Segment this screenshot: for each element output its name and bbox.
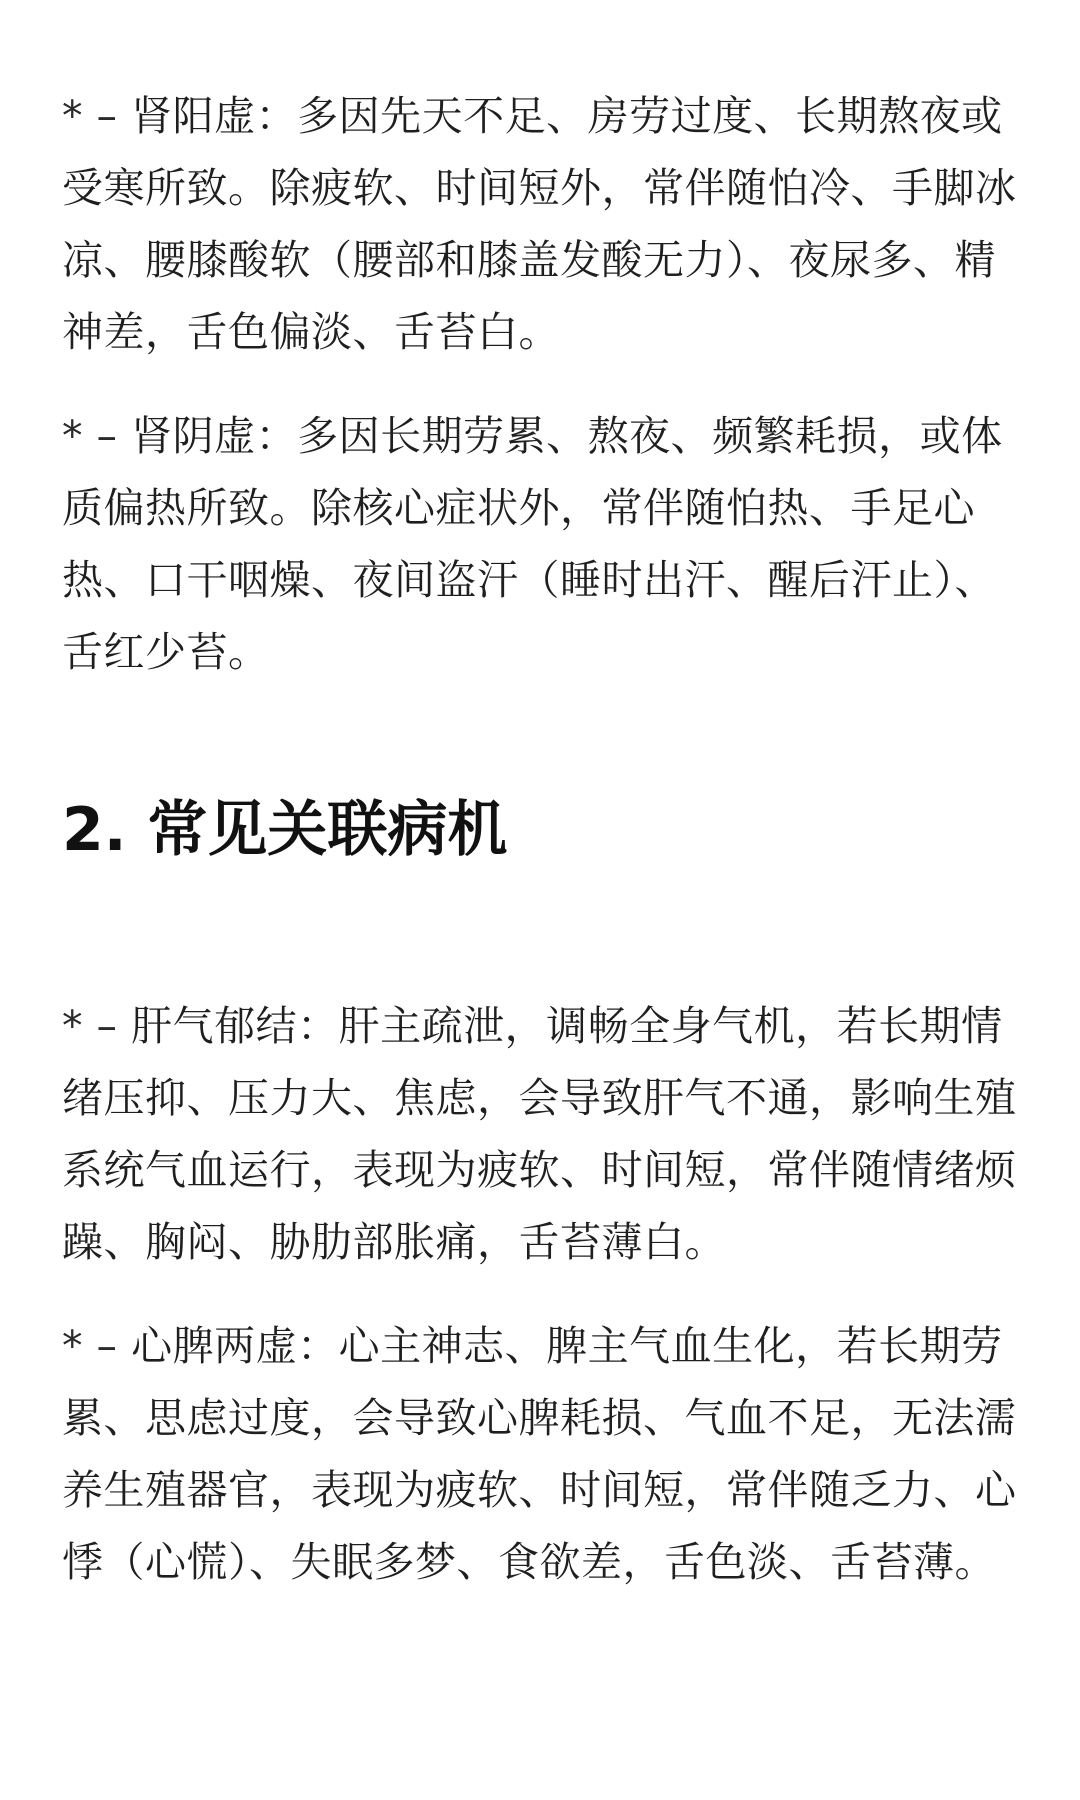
article-body — [62, 80, 1020, 1630]
list-item-kidney-yin-deficiency — [62, 400, 1020, 688]
list-item-text: 肝气郁结：肝主疏泄，调畅全身气机，若长期情绪压抑、压力大、焦虑，会导致肝气不通，影响生殖系统气血运行，表现为疲软、时间短，常伴随情绪烦躁、胸闷、胁肋部胀痛，舌苔薄白。 — [62, 1002, 1017, 1266]
bullet-marker: * – — [62, 412, 132, 460]
section-heading: 2. 常见关联病机 — [62, 795, 508, 865]
list-item-text: 心脾两虚：心主神志、脾主气血生化，若长期劳累、思虑过度，会导致心脾耗损、气血不足，无法濡养生殖器官，表现为疲软、时间短，常伴随乏力、心悸（心慌）、失眠多梦、食欲差，舌色淡、舌苔薄。 — [62, 1322, 1017, 1586]
list-item-kidney-yang-deficiency — [62, 80, 1020, 368]
list-item-text: 肾阳虚：多因先天不足、房劳过度、长期熬夜或受寒所致。除疲软、时间短外，常伴随怕冷、手脚冰凉、腰膝酸软（腰部和膝盖发酸无力）、夜尿多、精神差，舌色偏淡、舌苔白。 — [62, 92, 1017, 356]
bullet-marker: * – — [62, 1322, 132, 1370]
list-item-liver-qi-stagnation — [62, 990, 1020, 1278]
list-item-text: 肾阴虚：多因长期劳累、熬夜、频繁耗损，或体质偏热所致。除核心症状外，常伴随怕热、手足心热、口干咽燥、夜间盗汗（睡时出汗、醒后汗止）、舌红少苔。 — [62, 412, 1003, 676]
bullet-marker: * – — [62, 92, 132, 140]
bullet-marker: * – — [62, 1002, 132, 1050]
list-item-heart-spleen-deficiency — [62, 1310, 1020, 1598]
